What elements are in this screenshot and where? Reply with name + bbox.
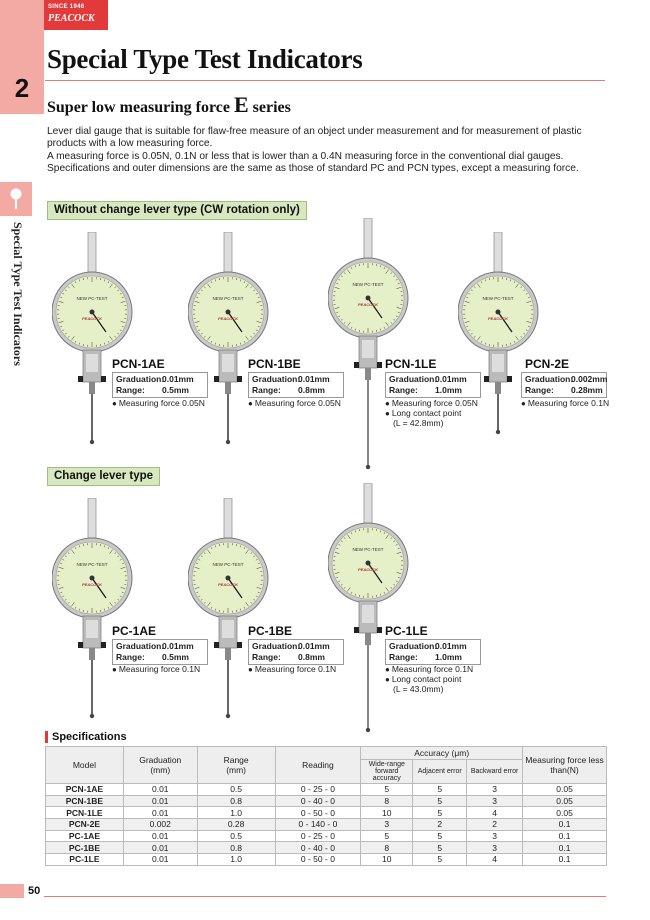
table-cell: 5: [413, 830, 467, 842]
specifications-table: [45, 746, 607, 866]
column-header: Range (mm): [197, 747, 275, 784]
table-cell-model: PC-1AE: [46, 830, 124, 842]
table-row: [46, 819, 607, 831]
table-cell: 0 - 50 - 0: [275, 807, 361, 819]
brand-since: SINCE 1946: [48, 4, 85, 10]
table-cell: 5: [413, 854, 467, 866]
table-cell-model: PC-1BE: [46, 842, 124, 854]
table-cell-model: PCN-1AE: [46, 784, 124, 796]
table-cell: 3: [467, 784, 523, 796]
table-cell: 0.1: [523, 819, 607, 831]
table-cell: 0 - 50 - 0: [275, 854, 361, 866]
svg-text:NEW PC-TEST: NEW PC-TEST: [212, 296, 244, 301]
table-row: [46, 807, 607, 819]
model-name: PCN-1BE: [248, 357, 301, 371]
table-cell: 0.01: [123, 807, 197, 819]
table-cell: 0.5: [197, 830, 275, 842]
note: ● Measuring force 0.05N: [248, 398, 341, 408]
specifications-heading: Specifications: [45, 731, 127, 743]
dial-gauge-icon: [188, 498, 288, 724]
table-cell: 0 - 40 - 0: [275, 842, 361, 854]
svg-text:PEACOCK: PEACOCK: [81, 316, 103, 321]
table-row: [46, 854, 607, 866]
table-cell: 0.05: [523, 784, 607, 796]
page-title: Special Type Test Indicators: [47, 44, 363, 74]
column-header: Model: [46, 747, 124, 784]
chapter-number: 2: [0, 62, 44, 114]
spec-box: Graduation: 0.01mm Range: 0.8mm: [248, 639, 344, 665]
table-cell: 0.01: [123, 830, 197, 842]
footer-rule: [44, 896, 606, 897]
side-label: Special Type Test Indicators: [11, 222, 25, 366]
svg-text:NEW PC-TEST: NEW PC-TEST: [352, 547, 384, 552]
table-cell: 0.05: [523, 795, 607, 807]
note: ● Measuring force 0.1N: [112, 664, 201, 674]
table-cell: 0 - 25 - 0: [275, 830, 361, 842]
note: ● Long contact point: [385, 674, 462, 684]
model-name: PC-1AE: [112, 624, 157, 638]
table-row: [46, 830, 607, 842]
table-cell: 0.1: [523, 854, 607, 866]
spec-box: Graduation: 0.002mm Range: 0.28mm: [521, 372, 607, 398]
spec-box: Graduation: 0.01mm Range: 1.0mm: [385, 639, 481, 665]
table-cell-model: PCN-1LE: [46, 807, 124, 819]
table-cell: 0 - 25 - 0: [275, 784, 361, 796]
svg-text:PEACOCK: PEACOCK: [217, 316, 239, 321]
column-header: Wide-range forward accuracy: [361, 760, 413, 784]
table-cell: 10: [361, 854, 413, 866]
table-cell: 5: [361, 830, 413, 842]
indicator-icon: [10, 188, 22, 210]
table-cell: 5: [413, 807, 467, 819]
model-name: PC-1LE: [385, 624, 428, 638]
table-cell: 2: [467, 819, 523, 831]
table-cell: 10: [361, 807, 413, 819]
note: (L = 42.8mm): [393, 418, 444, 428]
page-number: 50: [28, 885, 41, 897]
table-cell: 8: [361, 795, 413, 807]
note: ● Measuring force 0.1N: [521, 398, 610, 408]
svg-text:PEACOCK: PEACOCK: [357, 567, 379, 572]
svg-text:PEACOCK: PEACOCK: [81, 582, 103, 587]
table-cell: 0.8: [197, 795, 275, 807]
table-cell: 4: [467, 807, 523, 819]
svg-text:NEW PC-TEST: NEW PC-TEST: [212, 562, 244, 567]
title-rule: [45, 80, 605, 81]
table-cell: 0.01: [123, 784, 197, 796]
spec-box: Graduation: 0.01mm Range: 0.8mm: [248, 372, 344, 398]
dial-gauge-icon: [328, 483, 428, 738]
section-heading-change-lever: Change lever type: [47, 467, 160, 486]
table-cell: 2: [413, 819, 467, 831]
table-cell-model: PCN-1BE: [46, 795, 124, 807]
table-row: [46, 842, 607, 854]
table-row: [46, 784, 607, 796]
dial-gauge-icon: [188, 232, 288, 450]
table-cell: 1.0: [197, 854, 275, 866]
page-number-tab: [0, 884, 24, 898]
table-cell: 0 - 40 - 0: [275, 795, 361, 807]
svg-text:NEW PC-TEST: NEW PC-TEST: [482, 296, 514, 301]
table-cell: 3: [467, 795, 523, 807]
table-cell: 0.002: [123, 819, 197, 831]
column-header: Accuracy (μm): [361, 747, 523, 760]
table-cell: 1.0: [197, 807, 275, 819]
table-cell: 4: [467, 854, 523, 866]
note: (L = 43.0mm): [393, 684, 444, 694]
table-row: [46, 795, 607, 807]
note: ● Measuring force 0.1N: [248, 664, 337, 674]
column-header: Backward error: [467, 760, 523, 784]
section-heading-without-change-lever: Without change lever type (CW rotation only): [47, 201, 307, 220]
table-cell: 0.1: [523, 842, 607, 854]
table-cell: 0.8: [197, 842, 275, 854]
table-cell: 0.28: [197, 819, 275, 831]
intro-paragraph: Lever dial gauge that is suitable for flaw-free measure of an object under measurement and for measurement of plastic products with a low measuring force.: [47, 126, 582, 150]
table-cell: 3: [467, 830, 523, 842]
model-name: PCN-1AE: [112, 357, 165, 371]
table-cell: 0.1: [523, 830, 607, 842]
table-cell: 0.5: [197, 784, 275, 796]
spec-box: Graduation: 0.01mm Range: 1.0mm: [385, 372, 481, 398]
svg-text:NEW PC-TEST: NEW PC-TEST: [76, 296, 108, 301]
column-header: Graduation (mm): [123, 747, 197, 784]
intro-paragraph: Specifications and outer dimensions are the same as those of standard PC and PCN types, except a measuring force.: [47, 163, 579, 175]
spec-box: Graduation: 0.01mm Range: 0.5mm: [112, 372, 208, 398]
table-cell: 5: [413, 795, 467, 807]
note: ● Measuring force 0.1N: [385, 664, 474, 674]
svg-text:NEW PC-TEST: NEW PC-TEST: [76, 562, 108, 567]
subtitle: Super low measuring force E series: [47, 92, 291, 117]
column-header: Adjacent error: [413, 760, 467, 784]
table-cell-model: PCN-2E: [46, 819, 124, 831]
note: ● Measuring force 0.05N: [385, 398, 478, 408]
table-cell: 3: [467, 842, 523, 854]
table-cell-model: PC-1LE: [46, 854, 124, 866]
table-cell: 5: [413, 842, 467, 854]
table-cell: 0.01: [123, 842, 197, 854]
table-cell: 5: [413, 784, 467, 796]
intro-text: [47, 126, 607, 176]
dial-gauge-icon: [52, 232, 152, 450]
dial-gauge-icon: [52, 498, 152, 724]
table-cell: 8: [361, 842, 413, 854]
note: ● Long contact point: [385, 408, 462, 418]
svg-text:PEACOCK: PEACOCK: [487, 316, 509, 321]
spec-box: Graduation: 0.01mm Range: 0.5mm: [112, 639, 208, 665]
column-header: Measuring force less than(N): [523, 747, 607, 784]
note: ● Measuring force 0.05N: [112, 398, 205, 408]
table-cell: 3: [361, 819, 413, 831]
table-cell: 0.01: [123, 795, 197, 807]
table-cell: 0 - 140 - 0: [275, 819, 361, 831]
model-name: PCN-1LE: [385, 357, 437, 371]
column-header: Reading: [275, 747, 361, 784]
table-cell: 0.01: [123, 854, 197, 866]
brand-name: PEACOCK: [48, 13, 95, 24]
table-cell: 5: [361, 784, 413, 796]
model-name: PC-1BE: [248, 624, 293, 638]
table-cell: 0.05: [523, 807, 607, 819]
svg-text:PEACOCK: PEACOCK: [217, 582, 239, 587]
intro-paragraph: A measuring force is 0.05N, 0.1N or less that is lower than a 0.4N measuring force in the conventional dial gauges.: [47, 150, 564, 162]
svg-text:PEACOCK: PEACOCK: [357, 302, 379, 307]
svg-text:NEW PC-TEST: NEW PC-TEST: [352, 282, 384, 287]
dial-gauge-icon: [328, 218, 428, 475]
model-name: PCN-2E: [525, 357, 570, 371]
